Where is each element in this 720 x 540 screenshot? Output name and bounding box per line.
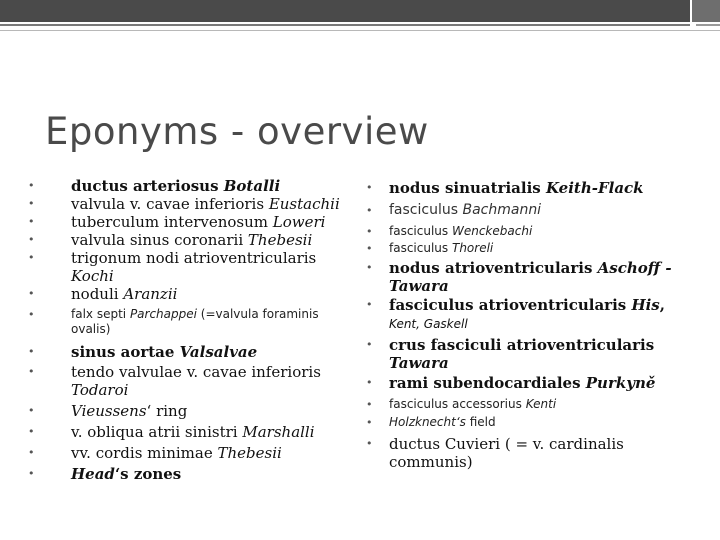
top-thin-rule	[0, 30, 720, 31]
item-text: fasciculus atrioventricularis	[389, 296, 632, 314]
list-item	[28, 231, 358, 249]
list-item	[366, 296, 696, 332]
list-item	[28, 195, 358, 213]
item-eponym: Tawara	[389, 354, 449, 372]
item-text: fasciculus	[389, 224, 452, 238]
list-item	[28, 307, 358, 337]
bullet-icon: •	[366, 338, 373, 351]
bullet-icon: •	[366, 181, 373, 194]
item-eponym: Wenckebachi	[451, 224, 533, 238]
bullet-icon: •	[366, 261, 373, 274]
item-text: tuberculum intervenosum	[71, 213, 273, 231]
item-text: nodus atrioventricularis	[389, 259, 598, 277]
item-eponym: Head	[71, 465, 115, 483]
list-item	[28, 465, 358, 483]
item-note: (=valvula foraminis ovalis)	[71, 307, 319, 336]
bullet-icon: •	[28, 467, 35, 480]
bullet-icon: •	[366, 398, 373, 411]
bullet-icon: •	[366, 437, 373, 450]
item-eponym: Thebesii	[247, 231, 313, 249]
item-text: fasciculus accessorius	[389, 397, 526, 411]
list-item	[28, 249, 358, 285]
item-text: tendo valvulae v. cavae inferioris	[71, 363, 321, 381]
item-separator: ,	[659, 296, 665, 314]
slide-top-decoration	[0, 0, 720, 38]
top-bar-dark-segment	[0, 0, 690, 22]
bullet-icon: •	[28, 287, 35, 300]
bullet-icon: •	[28, 197, 35, 210]
bullet-icon: •	[366, 298, 373, 311]
item-text: trigonum nodi atrioventricularis	[71, 249, 317, 267]
list-item	[28, 213, 358, 231]
list-item	[28, 444, 358, 462]
item-eponym: Valsalvae	[179, 343, 258, 361]
list-item	[366, 259, 696, 295]
right-bullet-list	[366, 179, 696, 471]
item-eponym: Bachmanni	[462, 202, 542, 218]
slide-title: Eponyms - overview	[45, 110, 429, 153]
list-item	[366, 202, 696, 219]
item-eponym: Purkyně	[585, 374, 656, 392]
item-eponym: Marshalli	[242, 423, 315, 441]
item-eponym: Todaroi	[71, 381, 129, 399]
item-eponym: Kent, Gaskell	[389, 317, 468, 331]
list-item	[366, 336, 696, 372]
item-text: fasciculus	[389, 202, 463, 218]
top-bar-light-segment	[692, 0, 720, 22]
item-eponym: Holzknecht‘s	[389, 415, 466, 429]
item-text: sinus aortae	[71, 343, 180, 361]
list-item	[28, 285, 358, 303]
list-item	[366, 397, 696, 412]
item-text: rami subendocardiales	[389, 374, 586, 392]
list-item	[366, 224, 696, 239]
item-eponym: Eustachii	[268, 195, 340, 213]
item-eponym: Vieussens	[71, 402, 147, 420]
list-item	[366, 435, 696, 471]
list-item	[366, 374, 696, 392]
bullet-icon: •	[366, 376, 373, 389]
item-text: ductus arteriosus	[71, 177, 224, 195]
bullet-icon: •	[28, 308, 35, 321]
list-item	[28, 363, 358, 399]
item-eponym: His	[631, 296, 660, 314]
item-text: vv. cordis minimae	[71, 444, 218, 462]
item-eponym: Thebesii	[217, 444, 282, 462]
item-eponym: Parchappei	[129, 307, 197, 321]
item-eponym: Botalli	[223, 177, 281, 195]
top-rule	[0, 24, 690, 26]
bullet-icon: •	[28, 179, 35, 192]
bullet-icon: •	[366, 242, 373, 255]
item-eponym: Kochi	[71, 267, 114, 285]
item-text: crus fasciculi atrioventricularis	[389, 336, 655, 354]
bullet-icon: •	[28, 233, 35, 246]
item-text: fasciculus	[389, 241, 452, 255]
bullet-icon: •	[366, 204, 373, 217]
item-eponym: Aranzii	[123, 285, 178, 303]
item-text: field	[465, 415, 496, 429]
bullet-icon: •	[28, 251, 35, 264]
bullet-icon: •	[28, 446, 35, 459]
item-text: ductus Cuvieri ( = v. cardinalis communis)	[389, 435, 624, 471]
bullet-icon: •	[366, 225, 373, 238]
item-text: valvula v. cavae inferioris	[71, 195, 269, 213]
item-eponym: Aschoff -Tawara	[389, 259, 672, 295]
bullet-icon: •	[366, 416, 373, 429]
bullet-icon: •	[28, 404, 35, 417]
list-item	[366, 415, 696, 430]
item-text: nodus sinuatrialis	[389, 179, 546, 197]
item-text: falx septi	[71, 307, 130, 321]
bullet-icon: •	[28, 425, 35, 438]
list-item	[28, 343, 358, 361]
item-eponym: Thoreli	[451, 241, 494, 255]
bullet-icon: •	[28, 365, 35, 378]
list-item	[366, 179, 696, 197]
item-text: noduli	[71, 285, 124, 303]
top-rule-edge	[696, 24, 720, 26]
list-item	[28, 402, 358, 420]
item-text: valvula sinus coronarii	[71, 231, 248, 249]
item-eponym: Kenti	[525, 397, 557, 411]
list-item	[28, 177, 358, 195]
left-bullet-list	[28, 177, 358, 483]
item-eponym: Keith-Flack	[545, 179, 644, 197]
item-text: ‘s zones	[114, 465, 182, 483]
bullet-icon: •	[28, 215, 35, 228]
item-text: v. obliqua atrii sinistri	[71, 423, 243, 441]
bullet-icon: •	[28, 345, 35, 358]
item-text: ‘ ring	[146, 402, 188, 420]
list-item	[28, 423, 358, 441]
list-item	[366, 241, 696, 256]
item-eponym: Loweri	[272, 213, 326, 231]
